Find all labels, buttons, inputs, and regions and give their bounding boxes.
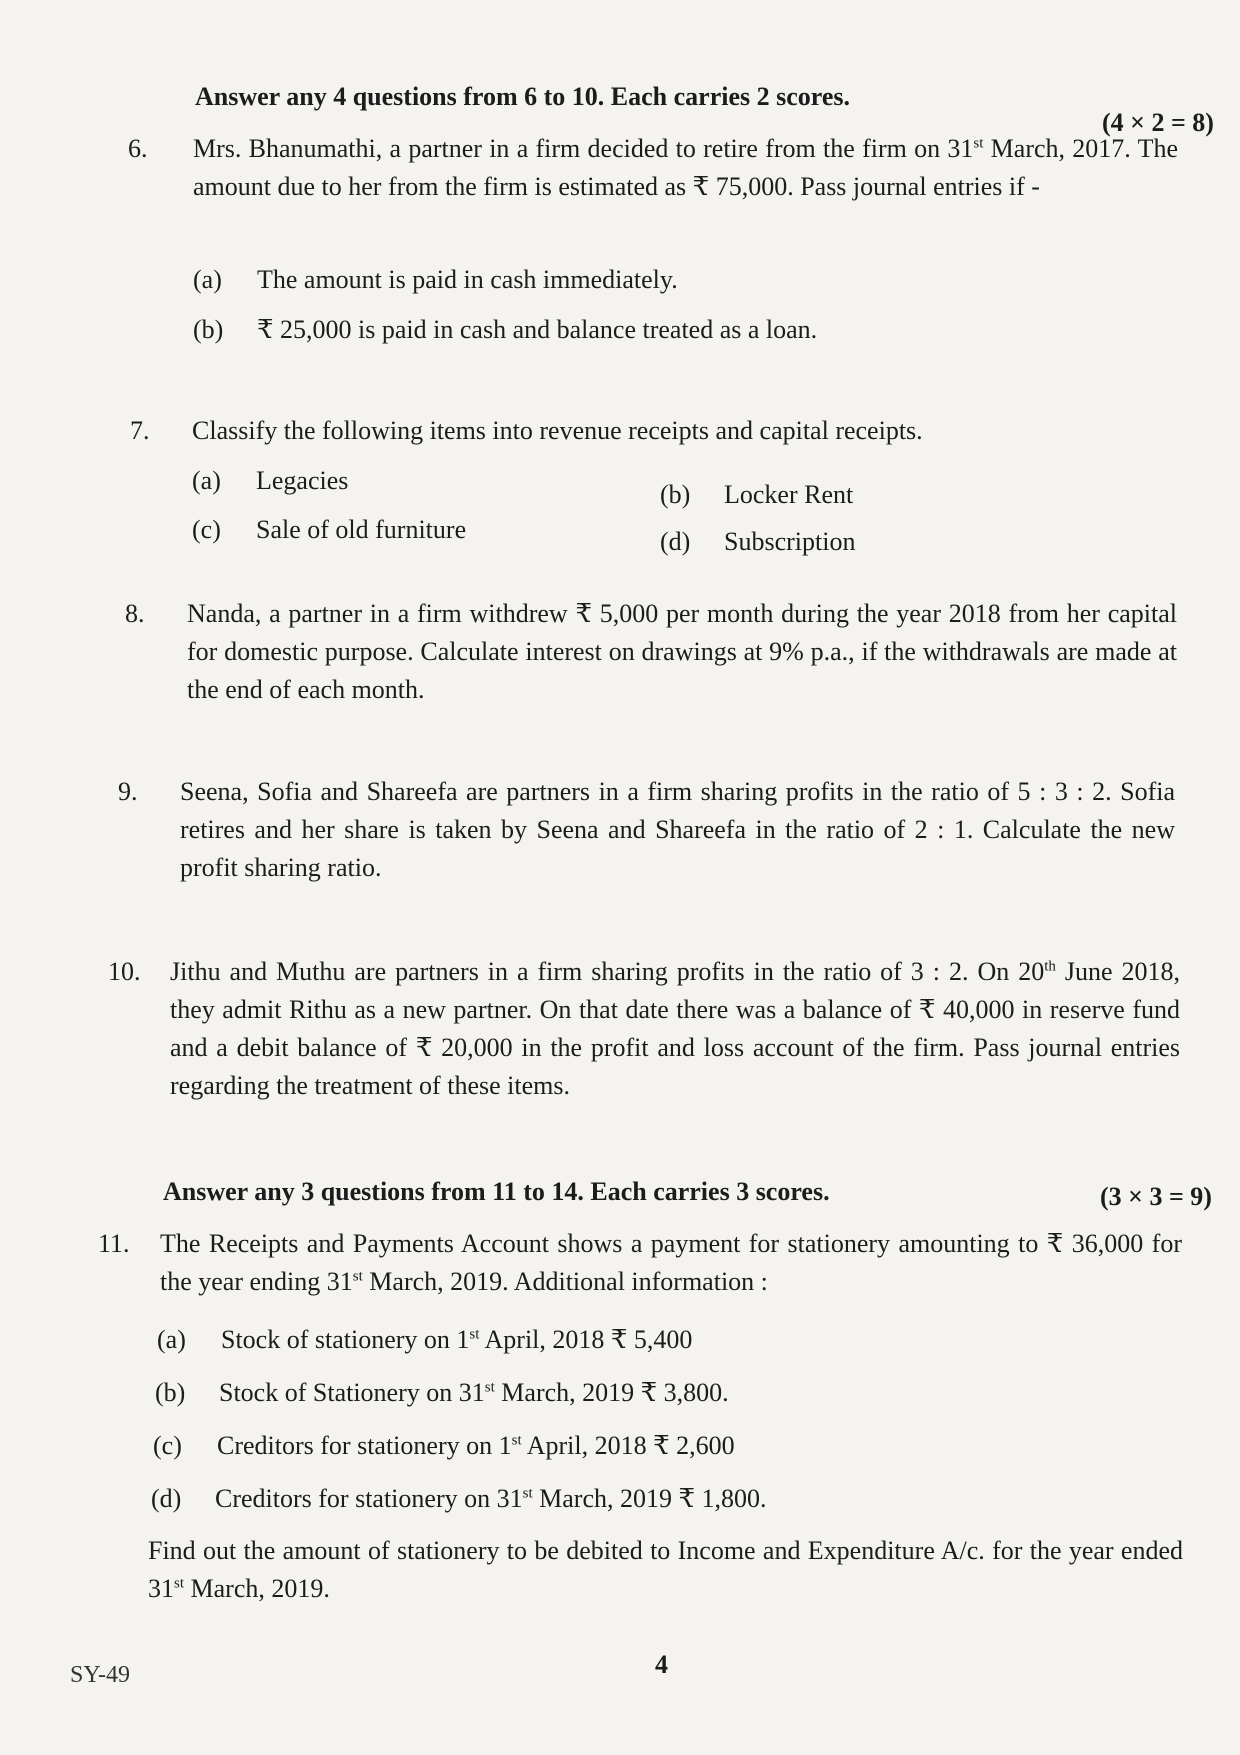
paper-code: SY-49 bbox=[70, 1662, 131, 1688]
question-number: 7. bbox=[130, 416, 150, 445]
question-number: 6. bbox=[128, 134, 148, 163]
option-a: (a) Stock of stationery on 1st April, 2018 ₹ 5,400 bbox=[157, 1325, 693, 1354]
option-d: (d) Subscription bbox=[660, 527, 856, 556]
question-number: 8. bbox=[125, 599, 145, 628]
option-b: (b) Stock of Stationery on 31st March, 2019 ₹ 3,800. bbox=[155, 1378, 729, 1407]
section-b-score: (3 × 3 = 9) bbox=[1100, 1182, 1212, 1211]
question-text: The Receipts and Payments Account shows a payment for stationery amounting to ₹ 36,000 for the year ending 31st March, 2019. Additional information : bbox=[160, 1229, 1182, 1296]
option-d: (d) Creditors for stationery on 31st March, 2019 ₹ 1,800. bbox=[151, 1484, 767, 1513]
section-b-heading: Answer any 3 questions from 11 to 14. Each carries 3 scores. bbox=[163, 1177, 830, 1206]
option-a: (a) The amount is paid in cash immediately. bbox=[193, 265, 678, 294]
section-a-score: (4 × 2 = 8) bbox=[1102, 108, 1214, 137]
page-number: 4 bbox=[655, 1650, 668, 1679]
question-text: Nanda, a partner in a firm withdrew ₹ 5,000 per month during the year 2018 from her capital for domestic purpose. Calculate interest on drawings at 9% p.a., if the withdrawals are made at the end of each month. bbox=[187, 599, 1177, 704]
section-a-heading: Answer any 4 questions from 6 to 10. Each carries 2 scores. bbox=[195, 82, 851, 111]
question-number: 9. bbox=[118, 777, 138, 806]
option-b: (b) Locker Rent bbox=[660, 480, 854, 509]
question-number: 10. bbox=[108, 957, 141, 986]
option-a: (a) Legacies bbox=[192, 466, 349, 495]
question-number: 11. bbox=[98, 1229, 130, 1258]
question-text: Jithu and Muthu are partners in a firm sharing profits in the ratio of 3 : 2. On 20th June 2018, they admit Rithu as a new partner. On that date there was a balance of ₹ 40,000 in reserve fund and a debit balance of ₹ 20,000 in the profit and loss account of the firm. Pass journal entries regarding the treatment of these items. bbox=[170, 957, 1180, 1100]
question-text: Seena, Sofia and Shareefa are partners in a firm sharing profits in the ratio of 5 : 3 : 2. Sofia retires and her share is taken by Seena and Shareefa in the ratio of 2 : 1. Calculate the new profit sharing ratio. bbox=[180, 777, 1175, 882]
option-c: (c) Sale of old furniture bbox=[192, 515, 467, 544]
question-text: Classify the following items into revenue receipts and capital receipts. bbox=[192, 416, 923, 445]
question-text: Mrs. Bhanumathi, a partner in a firm decided to retire from the firm on 31st March, 2017. The amount due to her from the firm is estimated as ₹ 75,000. Pass journal entries if - bbox=[193, 134, 1178, 201]
option-c: (c) Creditors for stationery on 1st April, 2018 ₹ 2,600 bbox=[153, 1431, 735, 1460]
option-b: (b) ₹ 25,000 is paid in cash and balance treated as a loan. bbox=[193, 315, 818, 344]
question-text: Find out the amount of stationery to be debited to Income and Expenditure A/c. for the year ended 31st March, 2019. bbox=[148, 1536, 1183, 1603]
